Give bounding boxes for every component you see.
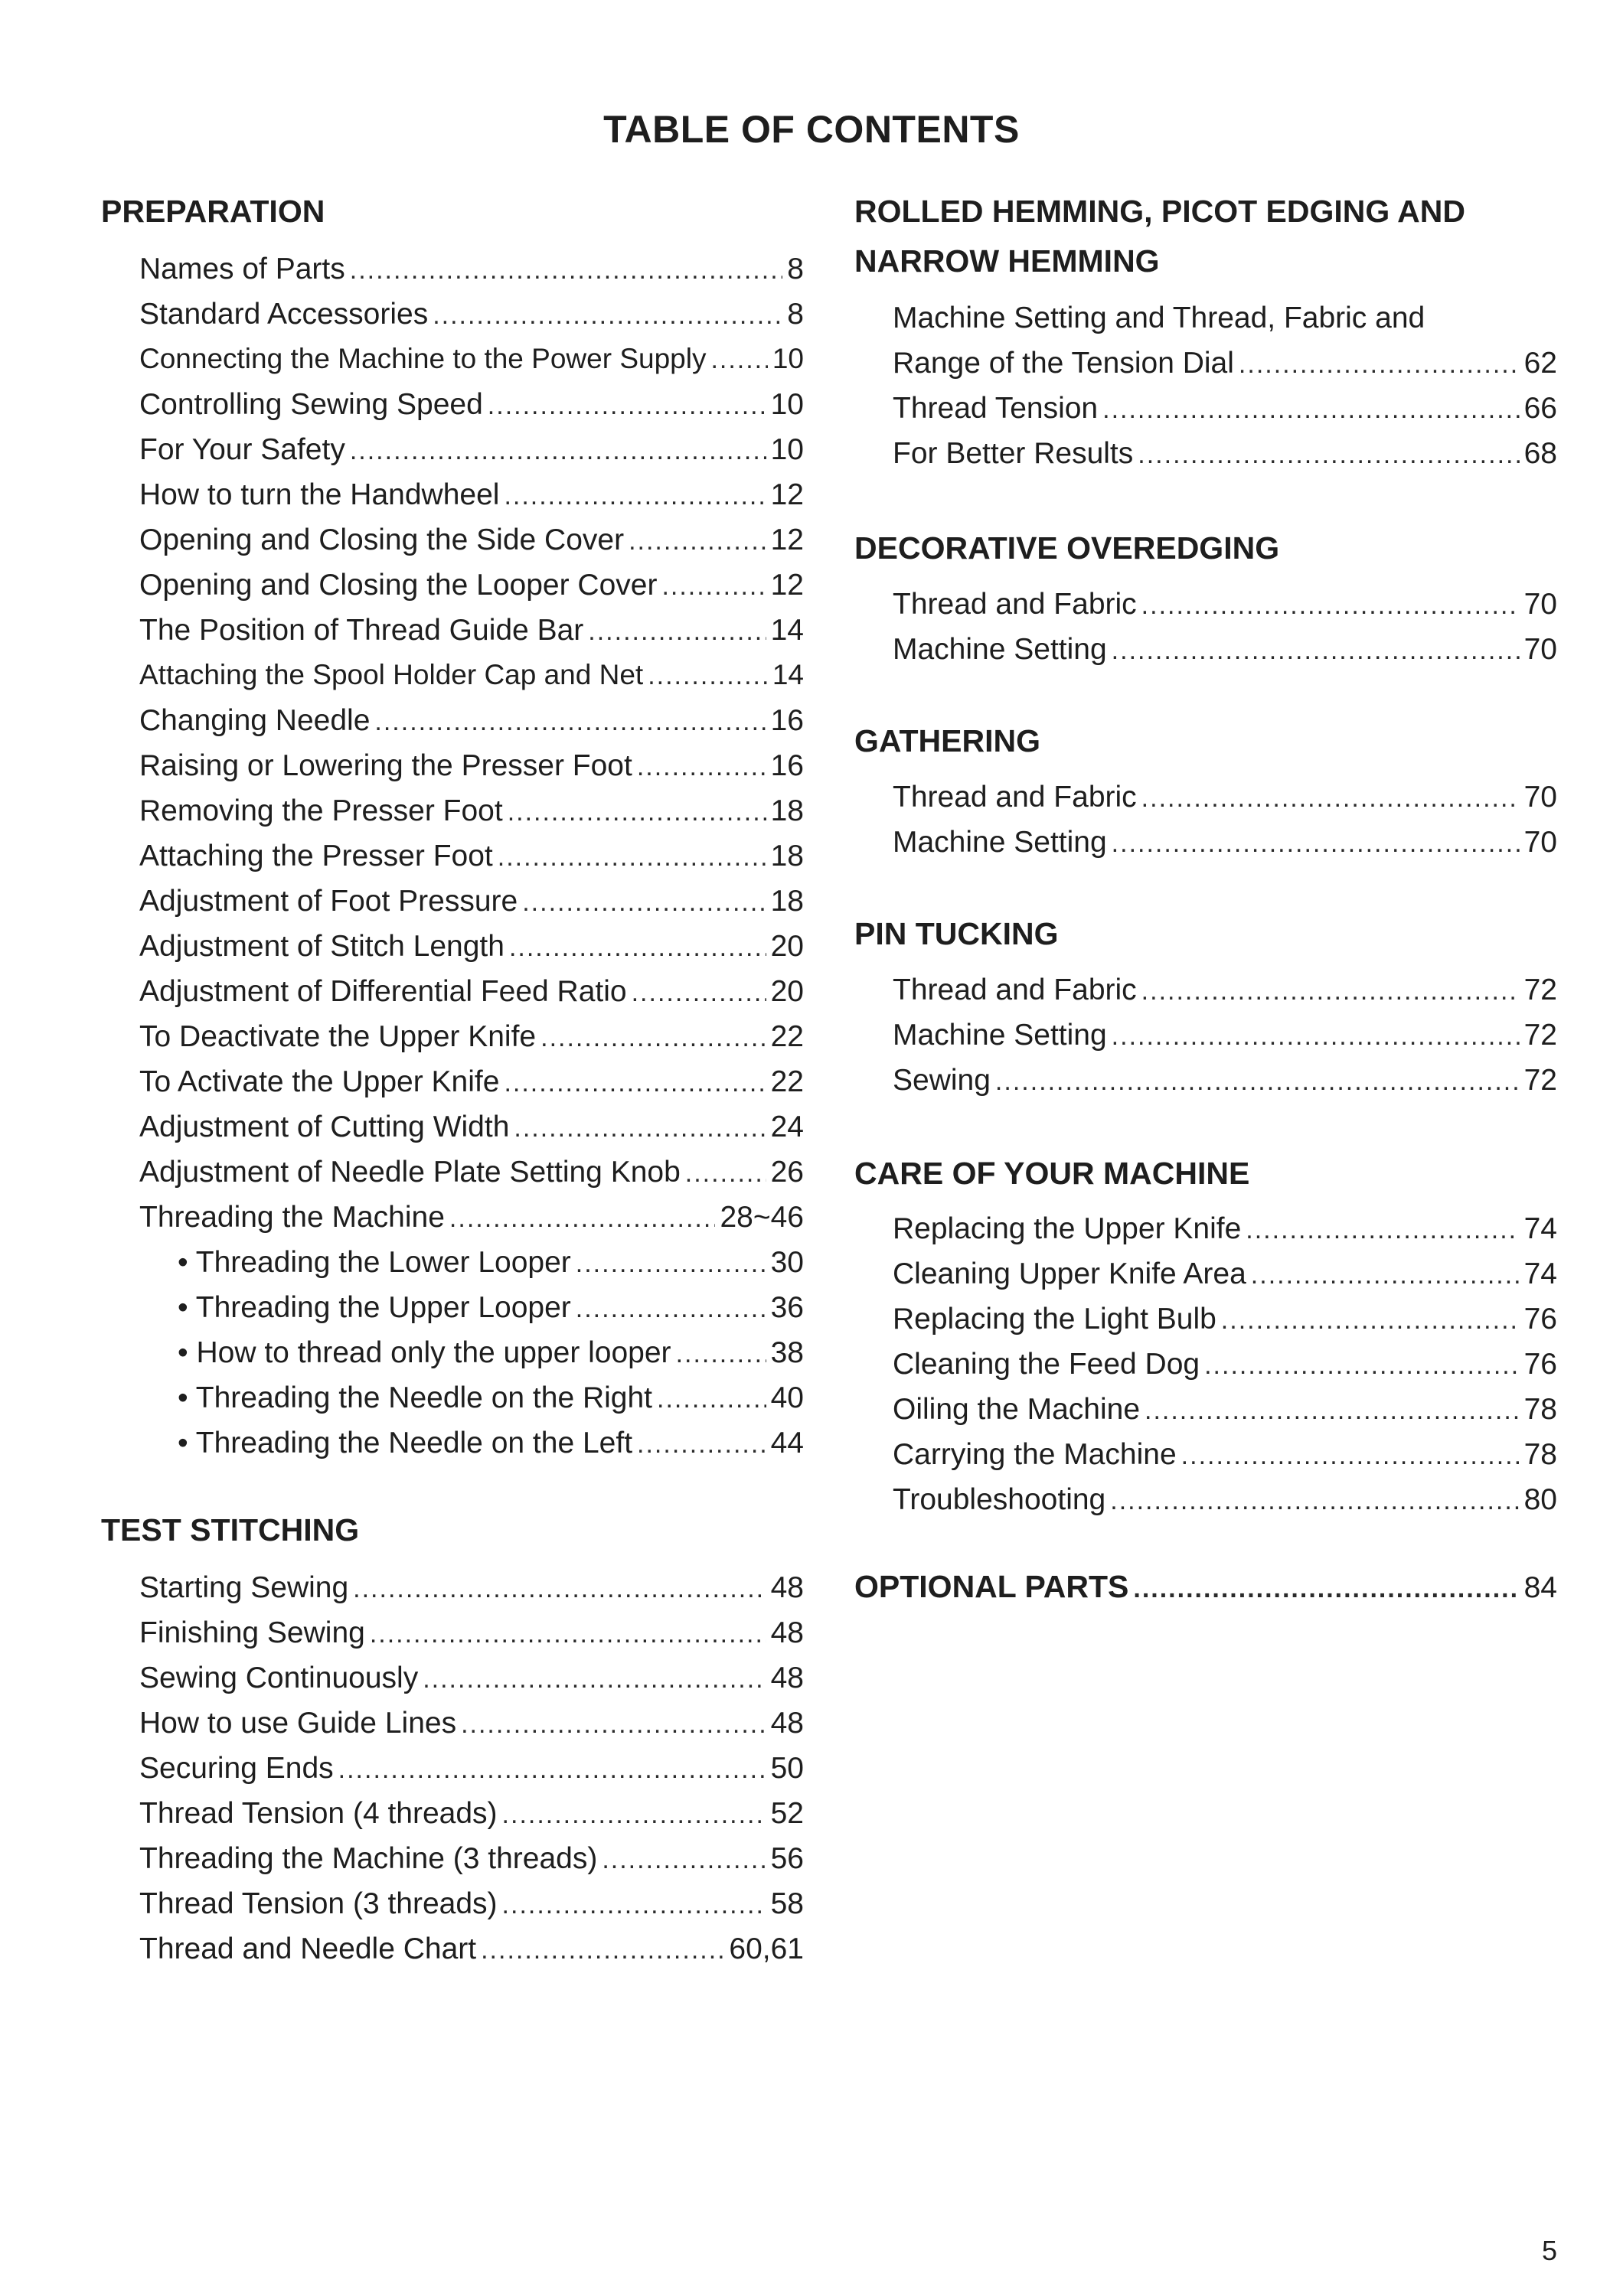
toc-entry-title: Machine Setting xyxy=(893,633,1107,666)
toc-entry-title: Finishing Sewing xyxy=(139,1616,365,1649)
dot-leader xyxy=(1239,350,1520,380)
toc-entry-title: Threading the Machine xyxy=(139,1201,445,1234)
toc-entry-title: Sewing Continuously xyxy=(139,1662,419,1694)
toc-entry[interactable] xyxy=(139,975,804,1013)
toc-entry-title: • How to thread only the upper looper xyxy=(178,1336,671,1369)
dot-leader xyxy=(1246,1215,1519,1245)
toc-entry[interactable] xyxy=(139,1752,804,1790)
toc-entry-page: 24 xyxy=(770,1110,804,1143)
toc-entry[interactable] xyxy=(139,794,804,833)
toc-entry[interactable] xyxy=(893,1257,1557,1296)
toc-entry-page: 52 xyxy=(770,1797,804,1830)
toc-entry[interactable] xyxy=(893,437,1557,475)
toc-entry-page: 10 xyxy=(770,388,804,421)
toc-entry-page: 72 xyxy=(1523,1019,1557,1052)
dot-leader xyxy=(509,933,766,963)
toc-entry-page: 16 xyxy=(770,749,804,782)
dot-leader xyxy=(1133,1574,1519,1604)
dot-leader xyxy=(502,1890,766,1920)
toc-entry-title: Adjustment of Differential Feed Ratio xyxy=(139,975,627,1008)
dot-leader xyxy=(350,436,766,466)
toc-entry-page: 56 xyxy=(770,1842,804,1875)
toc-entry[interactable] xyxy=(139,569,804,607)
toc-entry-page: 40 xyxy=(770,1381,804,1414)
section-heading-care: CARE OF YOUR MACHINE xyxy=(854,1156,1250,1191)
toc-entry[interactable] xyxy=(139,433,804,471)
toc-entry-title: Securing Ends xyxy=(139,1752,334,1785)
toc-entry[interactable] xyxy=(893,1064,1557,1102)
toc-entry[interactable] xyxy=(139,388,804,426)
section-heading-rolled-hemming-line2: NARROW HEMMING xyxy=(854,243,1160,279)
dot-leader xyxy=(350,256,783,285)
toc-entry-title: Cleaning the Feed Dog xyxy=(893,1348,1200,1381)
toc-entry-page: 48 xyxy=(770,1707,804,1740)
toc-entry-page: 30 xyxy=(770,1246,804,1279)
toc-entry-title: • Threading the Needle on the Right xyxy=(178,1381,653,1414)
section-heading-decorative-overedging: DECORATIVE OVEREDGING xyxy=(854,530,1280,566)
toc-entry-title: Thread and Fabric xyxy=(893,588,1137,621)
dot-leader xyxy=(1251,1261,1520,1290)
toc-entry-title: Starting Sewing xyxy=(139,1571,349,1604)
toc-entry-page: 48 xyxy=(770,1616,804,1649)
toc-entry-page: 72 xyxy=(1523,974,1557,1006)
dot-leader xyxy=(576,1249,766,1279)
toc-entry[interactable] xyxy=(893,633,1557,671)
toc-entry-page: 84 xyxy=(1523,1571,1557,1604)
toc-entry-title: Attaching the Spool Holder Cap and Net xyxy=(139,659,644,690)
toc-entry[interactable] xyxy=(139,704,804,742)
toc-subentry[interactable] xyxy=(178,1336,804,1375)
toc-entry-title: Connecting the Machine to the Power Supply xyxy=(139,343,707,374)
toc-entry[interactable] xyxy=(893,826,1557,864)
toc-entry[interactable] xyxy=(139,253,804,291)
toc-entry-page: 74 xyxy=(1523,1257,1557,1290)
page-title: TABLE OF CONTENTS xyxy=(603,108,1020,151)
dot-leader xyxy=(1141,591,1520,621)
toc-entry-page: 18 xyxy=(770,794,804,827)
toc-entry-title: Thread and Fabric xyxy=(893,781,1137,814)
toc-entry-page: 70 xyxy=(1523,633,1557,666)
dot-leader xyxy=(449,1204,716,1234)
toc-entry-page: 76 xyxy=(1523,1348,1557,1381)
dot-leader xyxy=(522,888,766,918)
toc-entry[interactable] xyxy=(139,1707,804,1745)
toc-entry-title: For Better Results xyxy=(893,437,1134,470)
toc-entry-page: 74 xyxy=(1523,1212,1557,1245)
dot-leader xyxy=(1112,636,1520,666)
toc-entry[interactable] xyxy=(139,614,804,652)
toc-entry-page: 50 xyxy=(770,1752,804,1785)
toc-entry[interactable] xyxy=(893,781,1557,819)
dot-leader xyxy=(657,1384,766,1414)
toc-entry-page: 44 xyxy=(770,1427,804,1459)
toc-entry-page: 48 xyxy=(770,1571,804,1604)
dot-leader xyxy=(1102,395,1519,425)
dot-leader xyxy=(353,1574,766,1604)
toc-entry-title: Adjustment of Stitch Length xyxy=(139,930,505,963)
toc-entry-title: The Position of Thread Guide Bar xyxy=(139,614,584,647)
toc-entry-page: 60,61 xyxy=(729,1932,804,1965)
dot-leader xyxy=(588,617,766,647)
dot-leader xyxy=(710,345,767,375)
toc-entry-page: 36 xyxy=(770,1291,804,1324)
toc-entry-page: 76 xyxy=(1523,1303,1557,1336)
toc-entry-title: • Threading the Lower Looper xyxy=(178,1246,571,1279)
toc-entry[interactable] xyxy=(139,523,804,562)
toc-entry-page: 22 xyxy=(770,1065,804,1098)
toc-entry[interactable] xyxy=(139,749,804,788)
dot-leader xyxy=(504,481,766,511)
toc-entry[interactable] xyxy=(893,588,1557,626)
section-heading-gathering: GATHERING xyxy=(854,723,1040,758)
toc-entry-title: Replacing the Light Bulb xyxy=(893,1303,1216,1336)
page-number: 5 xyxy=(1541,2235,1557,2266)
toc-entry[interactable] xyxy=(139,478,804,517)
toc-entry-page: 48 xyxy=(770,1662,804,1694)
toc-subentry[interactable] xyxy=(178,1246,804,1284)
toc-entry-title: Troubleshooting xyxy=(893,1483,1106,1516)
toc-entry-page: 14 xyxy=(772,659,804,690)
toc-entry-page: 12 xyxy=(770,569,804,602)
toc-entry-page: 10 xyxy=(770,433,804,466)
toc-subentry[interactable] xyxy=(178,1427,804,1465)
toc-entry-page: 70 xyxy=(1523,588,1557,621)
dot-leader xyxy=(502,1800,766,1830)
toc-entry-page: 22 xyxy=(770,1020,804,1053)
toc-entry-title: Attaching the Presser Foot xyxy=(139,840,493,872)
dot-leader xyxy=(637,752,766,782)
toc-entry-page: 72 xyxy=(1523,1064,1557,1097)
toc-entry[interactable] xyxy=(139,659,804,697)
toc-entry-page: 16 xyxy=(770,704,804,737)
toc-entry[interactable] xyxy=(139,1571,804,1609)
toc-entry-optional-parts[interactable] xyxy=(854,1569,1557,1607)
dot-leader xyxy=(498,843,766,872)
dot-leader xyxy=(1141,784,1520,814)
dot-leader xyxy=(676,1339,766,1369)
dot-leader xyxy=(338,1755,766,1785)
toc-entry-title: Standard Accessories xyxy=(139,298,429,331)
toc-entry-title: Adjustment of Needle Plate Setting Knob xyxy=(139,1156,681,1189)
dot-leader xyxy=(1138,440,1519,470)
toc-entry-title: Opening and Closing the Side Cover xyxy=(139,523,625,556)
toc-entry[interactable] xyxy=(139,1065,804,1104)
dot-leader xyxy=(514,1114,766,1143)
dot-leader xyxy=(629,527,766,556)
toc-entry-title: Replacing the Upper Knife xyxy=(893,1212,1242,1245)
section-heading-test-stitching: TEST STITCHING xyxy=(101,1512,360,1548)
toc-entry[interactable] xyxy=(139,1156,804,1194)
toc-entry[interactable] xyxy=(139,1020,804,1058)
toc-entry-title: Machine Setting and Thread, Fabric and xyxy=(893,302,1425,334)
toc-entry[interactable] xyxy=(139,1932,804,1971)
toc-entry-title: To Deactivate the Upper Knife xyxy=(139,1020,537,1053)
toc-entry-title: Range of the Tension Dial xyxy=(893,347,1234,380)
toc-entry[interactable] xyxy=(139,1110,804,1149)
section-heading-preparation: PREPARATION xyxy=(101,194,325,229)
toc-subentry[interactable] xyxy=(178,1291,804,1329)
toc-entry-title: Thread Tension (3 threads) xyxy=(139,1887,498,1920)
dot-leader xyxy=(1204,1351,1520,1381)
dot-leader xyxy=(661,572,766,602)
toc-entry[interactable] xyxy=(893,1019,1557,1057)
dot-leader xyxy=(488,391,766,421)
dot-leader xyxy=(1112,829,1520,859)
toc-entry-title: OPTIONAL PARTS xyxy=(854,1569,1129,1604)
toc-entry-page: 14 xyxy=(770,614,804,647)
toc-entry[interactable] xyxy=(893,1212,1557,1251)
toc-entry-page: 80 xyxy=(1523,1483,1557,1516)
toc-entry-page: 68 xyxy=(1523,437,1557,470)
toc-entry-page: 18 xyxy=(770,885,804,918)
toc-entry[interactable] xyxy=(893,974,1557,1012)
toc-entry-title: Controlling Sewing Speed xyxy=(139,388,483,421)
dot-leader xyxy=(461,1710,766,1740)
toc-entry[interactable] xyxy=(139,1797,804,1835)
toc-entry-title: Cleaning Upper Knife Area xyxy=(893,1257,1246,1290)
toc-entry-title: Sewing xyxy=(893,1064,991,1097)
dot-leader xyxy=(423,1665,766,1694)
toc-entry-title: Threading the Machine (3 threads) xyxy=(139,1842,598,1875)
toc-entry-page: 26 xyxy=(770,1156,804,1189)
toc-entry-title: Adjustment of Foot Pressure xyxy=(139,885,518,918)
dot-leader xyxy=(508,797,766,827)
dot-leader xyxy=(602,1845,766,1875)
dot-leader xyxy=(1145,1396,1520,1426)
section-heading-pin-tucking: PIN TUCKING xyxy=(854,916,1059,951)
toc-entry-title: Opening and Closing the Looper Cover xyxy=(139,569,658,602)
toc-entry-title: For Your Safety xyxy=(139,433,345,466)
toc-entry[interactable] xyxy=(893,1483,1557,1521)
dot-leader xyxy=(1112,1022,1520,1052)
toc-entry-page: 28~46 xyxy=(720,1201,804,1234)
toc-entry[interactable] xyxy=(893,302,1425,340)
toc-entry-title: Carrying the Machine xyxy=(893,1438,1177,1471)
toc-entry-page: 70 xyxy=(1523,826,1557,859)
toc-entry-title: • Threading the Needle on the Left xyxy=(178,1427,633,1459)
toc-entry-page: 10 xyxy=(772,343,804,374)
toc-entry[interactable] xyxy=(139,1887,804,1926)
toc-entry[interactable] xyxy=(893,1438,1557,1476)
dot-leader xyxy=(433,301,782,331)
toc-entry-page: 12 xyxy=(770,523,804,556)
toc-entry-page: 78 xyxy=(1523,1393,1557,1426)
toc-entry-page: 62 xyxy=(1523,347,1557,380)
toc-entry-title: Thread Tension xyxy=(893,392,1099,425)
toc-entry[interactable] xyxy=(139,1842,804,1880)
dot-leader xyxy=(504,1068,766,1098)
toc-subentry[interactable] xyxy=(178,1381,804,1420)
toc-entry-title: Names of Parts xyxy=(139,253,345,285)
dot-leader xyxy=(1181,1441,1520,1471)
section-heading-rolled-hemming: ROLLED HEMMING, PICOT EDGING AND xyxy=(854,194,1465,229)
toc-entry-title: How to turn the Handwheel xyxy=(139,478,500,511)
toc-entry[interactable] xyxy=(893,1303,1557,1341)
toc-entry-page: 18 xyxy=(770,840,804,872)
toc-entry[interactable] xyxy=(139,1616,804,1655)
toc-entry-page: 8 xyxy=(787,253,804,285)
toc-entry[interactable] xyxy=(139,1201,804,1239)
dot-leader xyxy=(370,1619,766,1649)
toc-entry-page: 58 xyxy=(770,1887,804,1920)
toc-entry-page: 20 xyxy=(770,930,804,963)
toc-entry-title: Thread and Needle Chart xyxy=(139,1932,477,1965)
dot-leader xyxy=(637,1430,766,1459)
toc-entry-page: 78 xyxy=(1523,1438,1557,1471)
toc-entry[interactable] xyxy=(139,298,804,336)
toc-entry-title: Raising or Lowering the Presser Foot xyxy=(139,749,632,782)
toc-entry[interactable] xyxy=(139,1662,804,1700)
toc-entry[interactable] xyxy=(893,1393,1557,1431)
dot-leader xyxy=(1221,1306,1520,1336)
dot-leader xyxy=(995,1067,1520,1097)
toc-entry-title: Machine Setting xyxy=(893,1019,1107,1052)
dot-leader xyxy=(685,1159,766,1189)
dot-leader xyxy=(1141,977,1520,1006)
toc-entry-title: Adjustment of Cutting Width xyxy=(139,1110,510,1143)
dot-leader xyxy=(648,661,768,691)
toc-entry[interactable] xyxy=(139,885,804,923)
toc-entry[interactable] xyxy=(893,347,1557,385)
toc-entry-page: 70 xyxy=(1523,781,1557,814)
toc-entry-title: How to use Guide Lines xyxy=(139,1707,457,1740)
toc-entry-page: 38 xyxy=(770,1336,804,1369)
toc-entry[interactable] xyxy=(139,840,804,878)
toc-entry-title: Thread Tension (4 threads) xyxy=(139,1797,498,1830)
toc-entry[interactable] xyxy=(893,392,1557,430)
dot-leader xyxy=(374,707,766,737)
dot-leader xyxy=(1110,1486,1519,1516)
toc-entry[interactable] xyxy=(139,930,804,968)
dot-leader xyxy=(540,1023,766,1053)
toc-entry-page: 66 xyxy=(1523,392,1557,425)
toc-entry-title: To Activate the Upper Knife xyxy=(139,1065,500,1098)
toc-entry-title: Oiling the Machine xyxy=(893,1393,1141,1426)
toc-entry-title: Machine Setting xyxy=(893,826,1107,859)
toc-entry-title: Changing Needle xyxy=(139,704,371,737)
toc-entry-page: 12 xyxy=(770,478,804,511)
toc-entry-title: Removing the Presser Foot xyxy=(139,794,503,827)
toc-entry[interactable] xyxy=(139,343,804,381)
toc-entry[interactable] xyxy=(893,1348,1557,1386)
toc-entry-title: Thread and Fabric xyxy=(893,974,1137,1006)
dot-leader xyxy=(481,1936,724,1965)
toc-entry-page: 20 xyxy=(770,975,804,1008)
toc-entry-page: 8 xyxy=(787,298,804,331)
dot-leader xyxy=(632,978,766,1008)
toc-entry-title: • Threading the Upper Looper xyxy=(178,1291,571,1324)
dot-leader xyxy=(576,1294,766,1324)
